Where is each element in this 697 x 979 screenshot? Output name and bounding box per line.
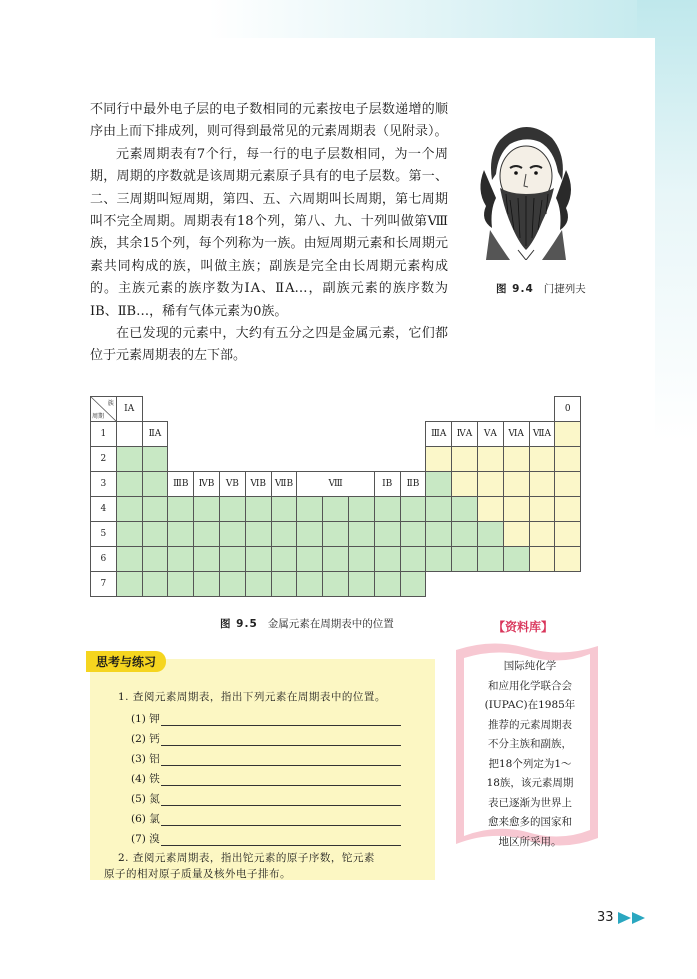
resource-line: 推荐的元素周期表 xyxy=(488,718,572,731)
element-cell xyxy=(452,497,478,522)
group-label-VIIB: ⅦB xyxy=(271,472,297,497)
element-cell xyxy=(426,472,452,497)
element-cell xyxy=(503,522,529,547)
resource-line: (IUPAC)在1985年 xyxy=(484,699,576,711)
element-cell xyxy=(271,522,297,547)
element-cell xyxy=(219,522,245,547)
group-label-IVB: ⅣB xyxy=(194,472,220,497)
element-cell xyxy=(426,447,452,472)
element-cell xyxy=(503,447,529,472)
element-cell xyxy=(452,472,478,497)
group-label-IVA: ⅣA xyxy=(452,422,478,447)
group-label-IIIA: ⅢA xyxy=(426,422,452,447)
element-cell xyxy=(168,522,194,547)
element-cell xyxy=(452,547,478,572)
group-label-IIIB: ⅢB xyxy=(168,472,194,497)
period-label: 7 xyxy=(91,572,117,597)
element-cell xyxy=(116,547,142,572)
answer-line xyxy=(161,793,401,806)
element-cell xyxy=(219,547,245,572)
element-cell xyxy=(323,572,349,597)
group-label-VA: ⅤA xyxy=(477,422,503,447)
resource-line: 18族，该元素周期 xyxy=(486,777,574,789)
resource-title: 【资料库】 xyxy=(493,620,554,634)
paragraph-2: 元素周期表有7个行，每一行的电子层数相同，为一个周期，周期的序数就是该周期元素原子具有的电子层数。第一、二、三周期叫短周期，第四、五、六周期叫长周期，第七周期叫不完全周期。周期表有18个列，第八、九、十列叫做第Ⅷ族，其余15个列，每个列称为一族。由短周期元素和长周期元素共同构成的族，叫做主族；副族是完全由长周期元素构成的。主族元素的族序数为ⅠA、ⅡA…，副族元素的族序数为ⅠB、ⅡB…，稀有气体元素为0族。 xyxy=(90,146,448,319)
element-cell xyxy=(555,422,581,447)
element-cell xyxy=(271,497,297,522)
resource-line: 愈来愈多的国家和 xyxy=(488,816,572,828)
paragraph-3: 在已发现的元素中，大约有五分之四是金属元素，它们都位于元素周期表的左下部。 xyxy=(90,326,448,364)
element-cell xyxy=(477,547,503,572)
element-cell xyxy=(271,547,297,572)
element-cell xyxy=(116,572,142,597)
element-cell xyxy=(323,547,349,572)
group-label-IIB: ⅡB xyxy=(400,472,426,497)
element-cell xyxy=(297,522,323,547)
element-cell xyxy=(323,522,349,547)
item-label: (5) 氮 xyxy=(131,793,160,805)
item-label: (7) 溴 xyxy=(131,833,160,845)
element-cell xyxy=(194,547,220,572)
page-number: 33 xyxy=(597,910,614,925)
element-cell xyxy=(142,472,168,497)
group-label-VIIA: ⅦA xyxy=(529,422,555,447)
element-cell xyxy=(116,422,142,447)
answer-line xyxy=(161,753,401,766)
resource-line: 国际纯化学 xyxy=(503,660,557,672)
resource-text xyxy=(472,657,588,852)
element-cell xyxy=(503,472,529,497)
answer-item xyxy=(131,731,401,746)
element-cell xyxy=(400,572,426,597)
answer-item xyxy=(131,811,401,826)
question-1: 1. 查阅元素周期表，指出下列元素在周期表中的位置。 xyxy=(118,691,386,703)
answer-item xyxy=(131,751,401,766)
resource-line: 地区所采用。 xyxy=(498,835,562,848)
element-cell xyxy=(400,497,426,522)
question-2-line-2: 原子的相对原子质量及核外电子排布。 xyxy=(104,868,291,880)
figure-9-5-caption xyxy=(220,616,394,631)
corner-period-label: 周期 xyxy=(92,413,105,420)
body-text xyxy=(90,99,448,368)
element-cell xyxy=(426,547,452,572)
answer-line xyxy=(161,713,401,726)
practice-box xyxy=(90,655,435,880)
element-cell xyxy=(142,522,168,547)
element-cell xyxy=(452,447,478,472)
element-cell xyxy=(194,522,220,547)
element-cell xyxy=(348,522,374,547)
element-cell xyxy=(142,572,168,597)
answer-line xyxy=(161,813,401,826)
element-cell xyxy=(116,522,142,547)
group-label-0: 0 xyxy=(555,397,581,422)
element-cell xyxy=(219,572,245,597)
element-cell xyxy=(323,497,349,522)
period-label: 6 xyxy=(91,547,117,572)
element-cell xyxy=(529,547,555,572)
element-cell xyxy=(555,522,581,547)
element-cell xyxy=(219,497,245,522)
element-cell xyxy=(452,522,478,547)
element-cell xyxy=(348,497,374,522)
periodic-table-diagram xyxy=(90,396,581,597)
period-label: 4 xyxy=(91,497,117,522)
element-cell xyxy=(426,497,452,522)
element-cell xyxy=(555,547,581,572)
item-label: (1) 钾 xyxy=(131,713,160,725)
period-label: 1 xyxy=(91,422,117,447)
element-cell xyxy=(194,572,220,597)
item-label: (3) 铝 xyxy=(131,753,160,765)
element-cell xyxy=(503,547,529,572)
period-label: 3 xyxy=(91,472,117,497)
element-cell xyxy=(426,522,452,547)
paragraph-1: 不同行中最外电子层的电子数相同的元素按电子层数递增的顺序由上而下排成列，则可得到最常见的元素周期表（见附录）。 xyxy=(90,102,448,140)
element-cell xyxy=(477,522,503,547)
practice-title: 思考与练习 xyxy=(86,651,166,672)
figure-caption-text: 金属元素在周期表中的位置 xyxy=(267,618,394,630)
element-cell xyxy=(529,447,555,472)
element-cell xyxy=(168,547,194,572)
group-label-VIB: ⅥB xyxy=(245,472,271,497)
answer-item xyxy=(131,791,401,806)
element-cell xyxy=(555,472,581,497)
element-cell xyxy=(245,497,271,522)
element-cell xyxy=(142,447,168,472)
answer-line xyxy=(161,733,401,746)
answer-item xyxy=(131,711,401,726)
element-cell xyxy=(374,547,400,572)
figure-9-4-caption xyxy=(496,281,586,296)
question-2-line-1: 2. 查阅元素周期表，指出铊元素的原子序数，铊元素 xyxy=(118,852,375,864)
next-arrow-icon xyxy=(618,912,648,924)
element-cell xyxy=(477,447,503,472)
period-label: 2 xyxy=(91,447,117,472)
element-cell xyxy=(374,572,400,597)
element-cell xyxy=(503,497,529,522)
answer-item xyxy=(131,831,401,846)
element-cell xyxy=(245,547,271,572)
table-corner-cell xyxy=(91,397,117,422)
element-cell xyxy=(297,497,323,522)
element-cell xyxy=(116,497,142,522)
item-label: (6) 氯 xyxy=(131,813,160,825)
element-cell xyxy=(555,497,581,522)
element-cell xyxy=(297,547,323,572)
answer-item xyxy=(131,771,401,786)
item-label: (4) 铁 xyxy=(131,773,160,785)
item-label: (2) 钙 xyxy=(131,733,160,745)
element-cell xyxy=(400,547,426,572)
element-cell xyxy=(400,522,426,547)
element-cell xyxy=(555,447,581,472)
element-cell xyxy=(297,572,323,597)
element-cell xyxy=(168,572,194,597)
figure-number: 图 9.4 xyxy=(496,283,534,295)
element-cell xyxy=(245,572,271,597)
resource-line: 和应用化学联合会 xyxy=(488,679,572,692)
period-label: 5 xyxy=(91,522,117,547)
figure-caption-text: 门捷列夫 xyxy=(543,283,586,295)
mendeleev-portrait-image xyxy=(470,110,580,260)
element-cell xyxy=(477,497,503,522)
element-cell xyxy=(142,547,168,572)
element-cell xyxy=(116,447,142,472)
element-cell xyxy=(374,522,400,547)
element-cell xyxy=(142,497,168,522)
group-label-VIA: ⅥA xyxy=(503,422,529,447)
element-cell xyxy=(529,522,555,547)
element-cell xyxy=(348,547,374,572)
group-label-IIA: ⅡA xyxy=(142,422,168,447)
group-label-VB: ⅤB xyxy=(219,472,245,497)
element-cell xyxy=(529,497,555,522)
element-cell xyxy=(374,497,400,522)
element-cell xyxy=(271,572,297,597)
answer-line xyxy=(161,833,401,846)
resource-line: 把18个列定为1～ xyxy=(488,757,572,770)
element-cell xyxy=(168,497,194,522)
element-cell xyxy=(116,472,142,497)
element-cell xyxy=(477,472,503,497)
resource-line: 表已逐渐为世界上 xyxy=(488,796,572,809)
element-cell xyxy=(245,522,271,547)
element-cell xyxy=(348,572,374,597)
group-label-IB: ⅠB xyxy=(374,472,400,497)
element-cell xyxy=(529,472,555,497)
figure-number: 图 9.5 xyxy=(220,618,258,630)
corner-group-label: 族 xyxy=(107,400,114,407)
resource-line: 不分主族和副族， xyxy=(488,738,572,750)
group-label-IA: ⅠA xyxy=(116,397,142,422)
answer-line xyxy=(161,773,401,786)
element-cell xyxy=(194,497,220,522)
group-label-VIII: Ⅷ xyxy=(297,472,374,497)
